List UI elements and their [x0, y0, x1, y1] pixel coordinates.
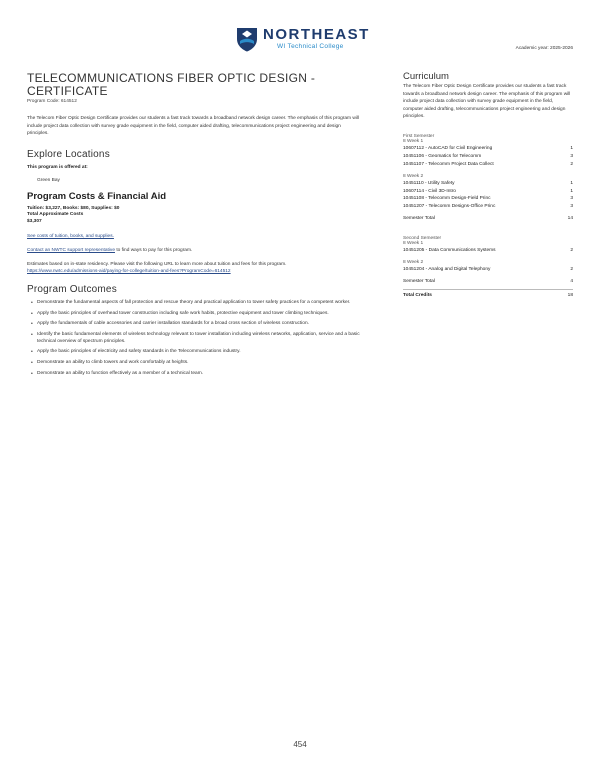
- page-number: 454: [293, 740, 307, 749]
- logo-subtitle: WI Technical College: [277, 43, 344, 50]
- course-name: 10451110 - Utility Safety: [403, 180, 455, 186]
- semester-total-label: Semester Total: [403, 216, 435, 222]
- estimates-text: Estimates based on in-state residency. Please visit the following URL to learn more about tuition and fees for this program.: [27, 262, 287, 267]
- outcome-item: • Identify the basic fundamental elements of wireless technology relevant to tower installation including wireless networks, application, service and a basic technical overview of spectrum principles.: [37, 332, 372, 345]
- course-credits: 2: [570, 161, 573, 167]
- outcome-item: • Apply the fundamentals of cable accessories and carrier installation standards for a broad cross section of wireless construction.: [37, 321, 372, 328]
- total-credits-label: Total Credits: [403, 293, 432, 299]
- course-credits: 3: [570, 196, 573, 202]
- curriculum-description: The Telecom Fiber Optic Design Certificate provides our students a fast track towards a broadband network design career. The emphasis of this program will include project data collection with survey grade equipment in the field, computer aided drafting, telecommunications project engineering and design principles.: [403, 84, 571, 120]
- main-column: [27, 72, 385, 381]
- total-costs-label: Total Approximate Costs: [27, 212, 84, 217]
- semester-label: Second Semester: [403, 235, 442, 241]
- course-name: 10607112 - AutoCAD for Civil Engineering: [403, 145, 493, 151]
- semester-total: [403, 216, 573, 223]
- course-row: [403, 153, 573, 161]
- semester-total-value: 4: [570, 278, 573, 284]
- week-block: [403, 260, 573, 273]
- course-name: 10451108 - Telecomm Design-Field Princ: [403, 196, 491, 202]
- course-row: [403, 266, 573, 274]
- location-item: Green Bay: [37, 177, 60, 183]
- logo-name: NORTHEAST: [263, 26, 370, 43]
- week-label: 8 Week 1: [403, 241, 424, 247]
- week-label: 8 Week 2: [403, 174, 424, 180]
- semester-label: First Semester: [403, 133, 435, 139]
- course-credits: 3: [570, 204, 573, 210]
- college-logo: [236, 26, 376, 56]
- contact-line: [27, 248, 385, 253]
- program-title: TELECOMMUNICATIONS FIBER OPTIC DESIGN - CERTIFICATE: [27, 71, 316, 98]
- outcomes-list: [37, 300, 385, 377]
- outcome-item: • Demonstrate the fundamental aspects of fall protection and rescue theory and practical application to tower safety practices for a competent worker.: [37, 300, 372, 307]
- program-outcomes-heading: Program Outcomes: [27, 284, 117, 295]
- course-name: 10451205 - Data Communications Systems: [403, 247, 496, 253]
- outcome-item: • Apply the basic principles of overhead tower construction including safe work habits, protective equipment and tower climbing techniques.: [37, 311, 372, 318]
- explore-locations-heading: Explore Locations: [27, 148, 110, 160]
- course-name: 10607114 - Civil 3D-Intro: [403, 188, 456, 194]
- week-block: [403, 139, 573, 168]
- course-name: 10451106 - Geomatics for Telecomm: [403, 153, 482, 159]
- contact-support-link[interactable]: Contact an NWTC support representative: [27, 248, 115, 253]
- semester-total: [403, 279, 573, 286]
- outcome-item: • Demonstrate an ability to function effectively as a member of a technical team.: [37, 371, 372, 378]
- course-row: [403, 180, 573, 188]
- contact-rest-text: to find ways to pay for this program.: [114, 248, 193, 253]
- second-semester: [403, 236, 573, 286]
- outcome-item: • Demonstrate an ability to climb towers and work comfortably at heights.: [37, 360, 372, 367]
- program-code: Program Code: 614512: [27, 99, 77, 104]
- curriculum-sidebar: [403, 72, 573, 298]
- course-row: [403, 161, 573, 169]
- course-name: 10451204 - Analog and Digital Telephony: [403, 266, 491, 272]
- tuition-fees-url-link[interactable]: https://www.nwtc.edu/admissions-aid/paying-for-college/tuition-and-fees?ProgramCode=614512: [27, 268, 231, 274]
- total-divider: [403, 289, 573, 290]
- course-row: [403, 195, 573, 203]
- page-header: [0, 0, 600, 62]
- see-costs-line: [27, 234, 385, 239]
- week-block: [403, 241, 573, 254]
- see-costs-link[interactable]: See costs of tuition, books, and supplies.: [27, 234, 114, 239]
- first-semester: [403, 134, 573, 223]
- program-description: The Telecom Fiber Optic Design Certificate provides our students a fast track towards a broadband network design career. The emphasis of this program will include project data collection with survey grade equipment in the field, computer aided drafting, telecommunications project engineering and design principles.: [27, 116, 360, 136]
- week-label: 8 Week 2: [403, 260, 424, 266]
- outcome-item: • Apply the basic principles of electricity and safety standards in the Telecommunications industry.: [37, 349, 372, 356]
- course-credits: 1: [570, 145, 573, 151]
- course-credits: 1: [570, 188, 573, 194]
- shield-logo-icon: [236, 26, 258, 52]
- course-credits: 2: [570, 247, 573, 253]
- course-row: [403, 247, 573, 255]
- course-row: [403, 145, 573, 153]
- program-costs-heading: Program Costs & Financial Aid: [27, 190, 167, 202]
- total-credits-value: 18: [567, 293, 573, 299]
- total-costs-value: $3,307: [27, 218, 42, 224]
- course-credits: 3: [570, 153, 573, 159]
- total-credits: [403, 293, 573, 298]
- cost-breakdown: Tuition: $3,227, Books: $80, Supplies: $0: [27, 205, 120, 211]
- course-name: 10451207 - Telecomm Designs-Office Princ: [403, 204, 496, 210]
- curriculum-heading: Curriculum: [403, 71, 449, 82]
- semester-total-label: Semester Total: [403, 278, 435, 284]
- week-block: [403, 174, 573, 211]
- offered-at-label: This program is offered at:: [27, 164, 88, 170]
- course-credits: 1: [570, 180, 573, 186]
- course-credits: 2: [570, 266, 573, 272]
- course-row: [403, 203, 573, 211]
- week-label: 8 Week 1: [403, 139, 424, 145]
- course-row: [403, 188, 573, 196]
- course-name: 10451107 - Telecomm Project Data Collect: [403, 161, 494, 167]
- academic-year: Academic year: 2025-2026: [515, 46, 573, 51]
- semester-total-value: 14: [567, 216, 573, 222]
- estimates-note: [27, 262, 385, 275]
